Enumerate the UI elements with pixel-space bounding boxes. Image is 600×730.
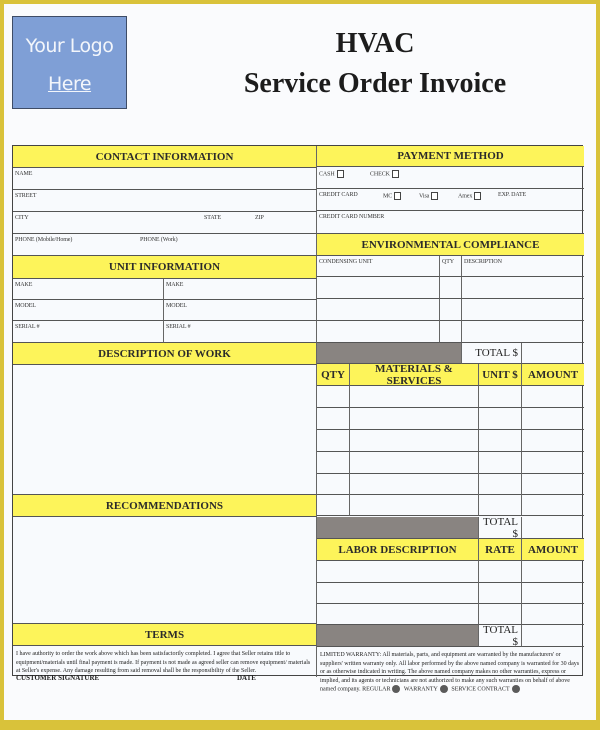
- materials-cell[interactable]: [479, 408, 522, 430]
- materials-cell[interactable]: [522, 408, 584, 430]
- city-field[interactable]: [13, 212, 317, 234]
- regular-radio[interactable]: [392, 685, 400, 693]
- materials-cell[interactable]: [350, 473, 479, 495]
- environmental-heading: ENVIRONMENTAL COMPLIANCE: [317, 234, 584, 256]
- cash-check-row: [317, 167, 584, 189]
- service-contract-radio[interactable]: [512, 685, 520, 693]
- amex-label: Amex: [458, 193, 473, 200]
- mc-checkbox[interactable]: [394, 192, 401, 200]
- env-total-value[interactable]: [522, 343, 584, 364]
- payment-heading: PAYMENT METHOD: [317, 146, 584, 167]
- env-cell[interactable]: [317, 321, 440, 343]
- labor-cell[interactable]: [522, 582, 584, 604]
- amex-checkbox[interactable]: [474, 192, 481, 200]
- page-title: HVAC: [335, 28, 415, 59]
- labor-col-desc: LABOR DESCRIPTION: [317, 539, 479, 561]
- env-total-spacer: [317, 343, 462, 364]
- materials-total-value[interactable]: [522, 517, 584, 539]
- materials-cell[interactable]: [317, 452, 350, 474]
- materials-cell[interactable]: [522, 473, 584, 495]
- name-field[interactable]: [13, 168, 317, 190]
- visa-label: Visa: [419, 193, 430, 200]
- date-label[interactable]: DATE: [237, 674, 256, 682]
- env-cell[interactable]: [317, 299, 440, 321]
- phone-field[interactable]: [13, 234, 317, 256]
- materials-cell[interactable]: [479, 494, 522, 516]
- street-field[interactable]: [13, 190, 317, 212]
- warranty-body: LIMITED WARRANTY: All materials, parts, and equipment are warranted by the manufacturers' or suppliers' written warranty only. All labor performed by the above named company is warranted for 30 days or as otherwise indicated in writing. The above named company makes no other warranties, express or implied, and its agents or technicians are not authorized to make any such warranties on behalf of above named company.: [320, 652, 580, 693]
- model-label: MODEL: [15, 303, 36, 309]
- card-number-field[interactable]: [317, 211, 584, 234]
- make-label: MAKE: [166, 282, 184, 288]
- terms-text: I have authority to order the work above which has been satisfactorily completed. I agree that Seller retains title to equipment/materials until final payment is made. If payment is not made as agreed seller can remove equipment/ materials at Seller's expense. Any damage resulting from said removal shall be the responsibility of the Seller.: [16, 651, 311, 674]
- model-field-1[interactable]: [13, 300, 164, 321]
- city-label: CITY: [15, 215, 29, 221]
- work-heading: DESCRIPTION OF WORK: [13, 343, 317, 365]
- terms-heading: TERMS: [13, 624, 317, 646]
- labor-cell[interactable]: [317, 561, 479, 583]
- env-col-unit: CONDENSING UNIT: [317, 256, 440, 277]
- env-cell[interactable]: [462, 277, 584, 299]
- materials-cell[interactable]: [350, 494, 479, 516]
- make-label: MAKE: [15, 282, 33, 288]
- materials-col-amount: AMOUNT: [522, 364, 584, 386]
- materials-col-qty: QTY: [317, 364, 350, 386]
- warranty-radio[interactable]: [440, 685, 448, 693]
- work-description-area[interactable]: [13, 365, 317, 495]
- logo-text: Your Logo: [25, 35, 114, 57]
- serial-field-2[interactable]: [164, 321, 317, 343]
- labor-cell[interactable]: [479, 561, 522, 583]
- labor-cell[interactable]: [522, 561, 584, 583]
- invoice-form: [12, 145, 583, 693]
- materials-cell[interactable]: [350, 452, 479, 474]
- env-col-desc: DESCRIPTION: [462, 256, 584, 277]
- labor-total-value[interactable]: [522, 625, 584, 647]
- recommendations-area[interactable]: [13, 517, 317, 624]
- card-number-label: CREDIT CARD NUMBER: [319, 214, 385, 220]
- materials-cell[interactable]: [522, 430, 584, 452]
- make-field-1[interactable]: [13, 279, 164, 300]
- materials-cell[interactable]: [479, 473, 522, 495]
- materials-cell[interactable]: [479, 452, 522, 474]
- page-subtitle: Service Order Invoice: [243, 68, 507, 99]
- recommendations-heading: RECOMMENDATIONS: [13, 495, 317, 517]
- phone-mobile-label: PHONE (Mobile/Home): [15, 237, 73, 243]
- materials-total-spacer: [317, 517, 479, 539]
- env-cell[interactable]: [462, 321, 584, 343]
- materials-cell[interactable]: [317, 386, 350, 408]
- serial-label: SERIAL #: [15, 324, 40, 330]
- materials-cell[interactable]: [522, 494, 584, 516]
- model-field-2[interactable]: [164, 300, 317, 321]
- serial-field-1[interactable]: [13, 321, 164, 343]
- logo-link[interactable]: Here: [47, 73, 92, 95]
- check-checkbox[interactable]: [392, 170, 399, 178]
- regular-label: REGULAR: [362, 686, 391, 693]
- labor-col-rate: RATE: [479, 539, 522, 561]
- materials-cell[interactable]: [479, 430, 522, 452]
- visa-checkbox[interactable]: [431, 192, 438, 200]
- state-label: STATE: [204, 215, 222, 221]
- labor-total-spacer: [317, 625, 479, 647]
- labor-total-label: TOTAL $: [479, 625, 522, 647]
- unit-heading: UNIT INFORMATION: [13, 256, 317, 279]
- labor-cell[interactable]: [317, 603, 479, 625]
- materials-col-unit: UNIT $: [479, 364, 522, 386]
- env-cell[interactable]: [317, 277, 440, 299]
- labor-cell[interactable]: [522, 603, 584, 625]
- warranty-text: [317, 647, 584, 698]
- env-cell[interactable]: [440, 277, 462, 299]
- contact-heading: CONTACT INFORMATION: [13, 146, 317, 168]
- materials-cell[interactable]: [350, 386, 479, 408]
- customer-signature-label[interactable]: CUSTOMER SIGNATURE: [16, 674, 100, 682]
- env-cell[interactable]: [440, 299, 462, 321]
- materials-cell[interactable]: [350, 430, 479, 452]
- cash-label: CASH: [319, 171, 335, 178]
- env-col-qty: QTY: [440, 256, 462, 277]
- zip-label: ZIP: [255, 215, 264, 221]
- materials-col-items: MATERIALS & SERVICES: [350, 364, 479, 386]
- warranty-box: [317, 647, 584, 693]
- env-cell[interactable]: [462, 299, 584, 321]
- mc-label: MC: [383, 193, 393, 200]
- labor-cell[interactable]: [479, 582, 522, 604]
- materials-cell[interactable]: [479, 386, 522, 408]
- name-label: NAME: [15, 171, 33, 177]
- materials-cell[interactable]: [522, 452, 584, 474]
- terms-box: [13, 646, 317, 677]
- materials-cell[interactable]: [317, 430, 350, 452]
- warranty-label: WARRANTY: [403, 686, 438, 693]
- phone-work-label: PHONE (Work): [140, 237, 178, 243]
- materials-cell[interactable]: [317, 473, 350, 495]
- serial-label: SERIAL #: [166, 324, 191, 330]
- env-cell[interactable]: [440, 321, 462, 343]
- logo-placeholder: [12, 16, 127, 109]
- labor-col-amount: AMOUNT: [522, 539, 584, 561]
- materials-cell[interactable]: [522, 386, 584, 408]
- credit-card-row: [317, 189, 584, 211]
- labor-cell[interactable]: [317, 582, 479, 604]
- service-contract-label: SERVICE CONTRACT: [451, 686, 510, 693]
- exp-date-label: EXP. DATE: [498, 192, 527, 198]
- materials-cell[interactable]: [350, 408, 479, 430]
- credit-card-label: CREDIT CARD: [319, 192, 358, 198]
- env-total-label: TOTAL $: [462, 343, 522, 364]
- materials-total-label: TOTAL $: [479, 517, 522, 539]
- check-label: CHECK: [370, 171, 390, 178]
- labor-cell[interactable]: [479, 603, 522, 625]
- cash-checkbox[interactable]: [337, 170, 344, 178]
- materials-cell[interactable]: [317, 408, 350, 430]
- street-label: STREET: [15, 193, 37, 199]
- model-label: MODEL: [166, 303, 187, 309]
- materials-cell[interactable]: [317, 494, 350, 516]
- make-field-2[interactable]: [164, 279, 317, 300]
